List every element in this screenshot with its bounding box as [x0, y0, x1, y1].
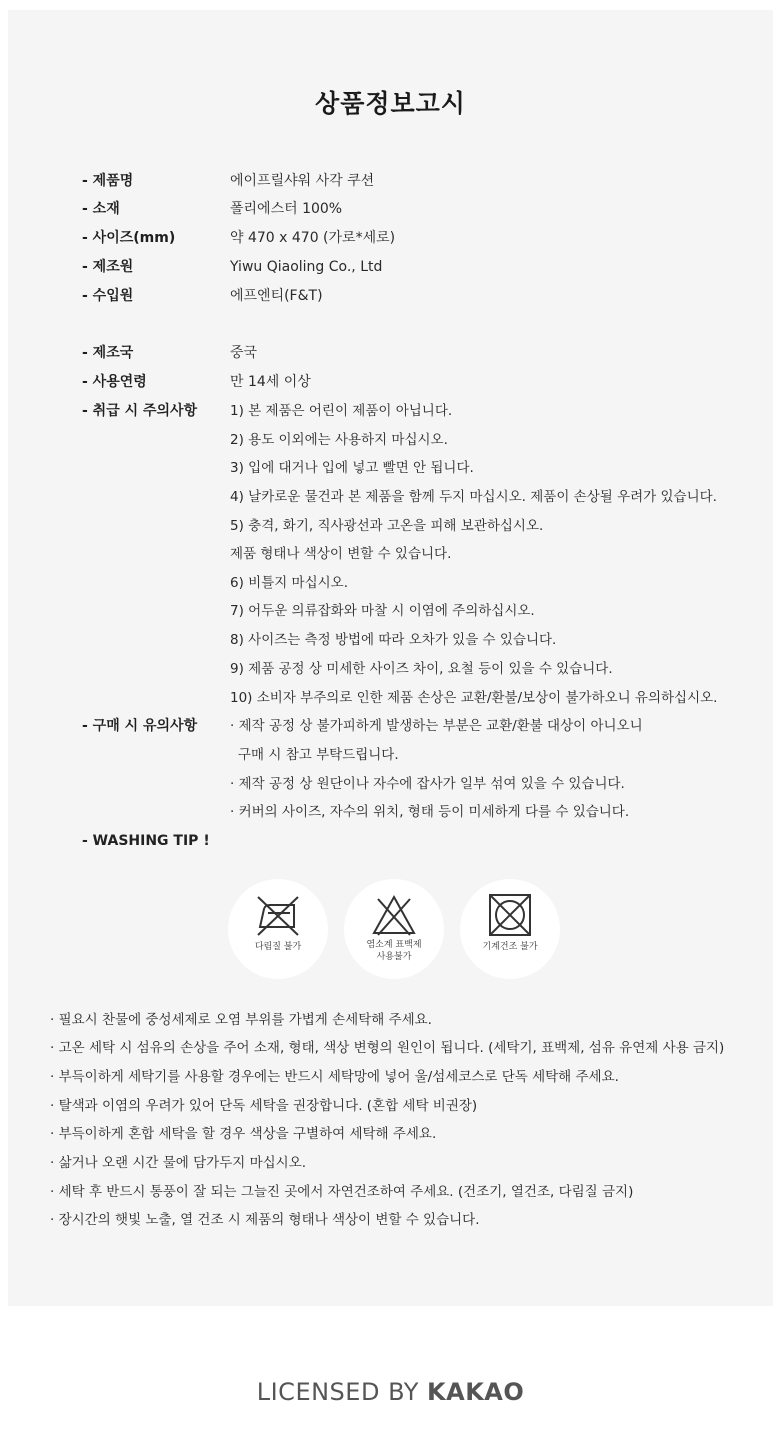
spec-label: - 제조원: [82, 259, 134, 275]
spec-row: [82, 226, 762, 250]
washing-note: · 부득이하게 혼합 세탁을 할 경우 색상을 구별하여 세탁해 주세요.: [50, 1126, 437, 1142]
washing-note: · 필요시 찬물에 중성세제로 오염 부위를 가볍게 손세탁해 주세요.: [50, 1012, 432, 1028]
purchase-line: · 커버의 사이즈, 자수의 위치, 형태 등이 미세하게 다를 수 있습니다.: [230, 804, 630, 820]
handling-line: 2) 용도 이외에는 사용하지 마십시오.: [230, 432, 448, 448]
spec-value: Yiwu Qiaoling Co., Ltd: [230, 259, 383, 275]
washing-note: · 부득이하게 세탁기를 사용할 경우에는 반드시 세탁망에 넣어 울/섬세코스로 단독 세탁해 주세요.: [50, 1069, 619, 1085]
spec-label: - 수입원: [82, 288, 134, 304]
spec-row: [82, 341, 762, 365]
washing-tip-label: - WASHING TIP !: [82, 833, 210, 849]
purchase-label: - 구매 시 유의사항: [82, 718, 198, 734]
washing-note: · 탈색과 이염의 우려가 있어 단독 세탁을 권장합니다. (혼합 세탁 비권장): [50, 1098, 478, 1114]
no-iron-icon: [254, 893, 302, 939]
spec-row: [82, 284, 762, 308]
license-prefix: LICENSED BY: [256, 1378, 428, 1406]
purchase-line: · 제작 공정 상 원단이나 자수에 잡사가 일부 섞여 있을 수 있습니다.: [230, 776, 625, 792]
spec-row: [82, 370, 762, 394]
icon-caption: 기계건조 불가: [482, 942, 538, 952]
handling-line: 8) 사이즈는 측정 방법에 따라 오차가 있을 수 있습니다.: [230, 632, 557, 648]
washing-note: · 삶거나 오랜 시간 물에 담가두지 마십시오.: [50, 1155, 307, 1171]
icon-caption: 염소계 표백제 사용불가: [366, 940, 422, 962]
spec-value: 에프엔티(F&T): [230, 288, 323, 304]
washing-note: · 세탁 후 반드시 통풍이 잘 되는 그늘진 곳에서 자연건조하여 주세요. (건조기, 열건조, 다림질 금지): [50, 1184, 634, 1200]
no-bleach-icon: [370, 893, 418, 939]
purchase-line: · 제작 공정 상 불가피하게 발생하는 부분은 교환/환불 대상이 아니오니: [230, 718, 643, 734]
handling-line: 3) 입에 대거나 입에 넣고 빨면 안 됩니다.: [230, 460, 474, 476]
no-bleach-badge: [344, 879, 444, 979]
no-tumble-dry-icon: [486, 893, 534, 939]
spec-value: 약 470 x 470 (가로*세로): [230, 230, 396, 246]
handling-line: 5) 충격, 화기, 직사광선과 고온을 피해 보관하십시오.: [230, 518, 544, 534]
purchase-line: 구매 시 참고 부탁드립니다.: [238, 747, 399, 763]
no-tumble-dry-badge: [460, 879, 560, 979]
spec-label: - 사용연령: [82, 374, 147, 390]
spec-row: [82, 197, 762, 221]
handling-line: 6) 비틀지 마십시오.: [230, 575, 349, 591]
icon-caption: 다림질 불가: [254, 942, 302, 952]
spec-value: 에이프릴샤워 사각 쿠션: [230, 173, 375, 189]
spec-row: [82, 255, 762, 279]
spec-row: [82, 169, 762, 193]
no-iron-badge: [228, 879, 328, 979]
spec-label: - 제조국: [82, 345, 134, 361]
handling-line: 10) 소비자 부주의로 인한 제품 손상은 교환/환불/보상이 불가하오니 유의하십시오.: [230, 690, 718, 706]
spec-value: 중국: [230, 345, 258, 361]
spec-value: 만 14세 이상: [230, 374, 311, 390]
spec-label: - 소재: [82, 201, 120, 217]
spec-value: 폴리에스터 100%: [230, 201, 343, 217]
handling-line: 4) 날카로운 물건과 본 제품을 함께 두지 마십시오. 제품이 손상될 우려가 있습니다.: [230, 489, 717, 505]
handling-line: 7) 어두운 의류잡화와 마찰 시 이염에 주의하십시오.: [230, 603, 535, 619]
license-footer: [0, 1378, 781, 1406]
spec-label: - 사이즈(mm): [82, 230, 176, 246]
page-title: 상품정보고시: [315, 89, 466, 118]
handling-line: 9) 제품 공정 상 미세한 사이즈 차이, 요철 등이 있을 수 있습니다.: [230, 661, 613, 677]
handling-label: - 취급 시 주의사항: [82, 403, 198, 419]
washing-note: · 고온 세탁 시 섬유의 손상을 주어 소재, 형태, 색상 변형의 원인이 됩니다. (세탁기, 표백제, 섬유 유연제 사용 금지): [50, 1040, 725, 1056]
handling-line: 1) 본 제품은 어린이 제품이 아닙니다.: [230, 403, 453, 419]
license-brand: KAKAO: [427, 1378, 525, 1406]
washing-note: · 장시간의 햇빛 노출, 열 건조 시 제품의 형태나 색상이 변할 수 있습니다.: [50, 1212, 480, 1228]
handling-line: 제품 형태나 색상이 변할 수 있습니다.: [230, 546, 452, 562]
spec-label: - 제품명: [82, 173, 134, 189]
